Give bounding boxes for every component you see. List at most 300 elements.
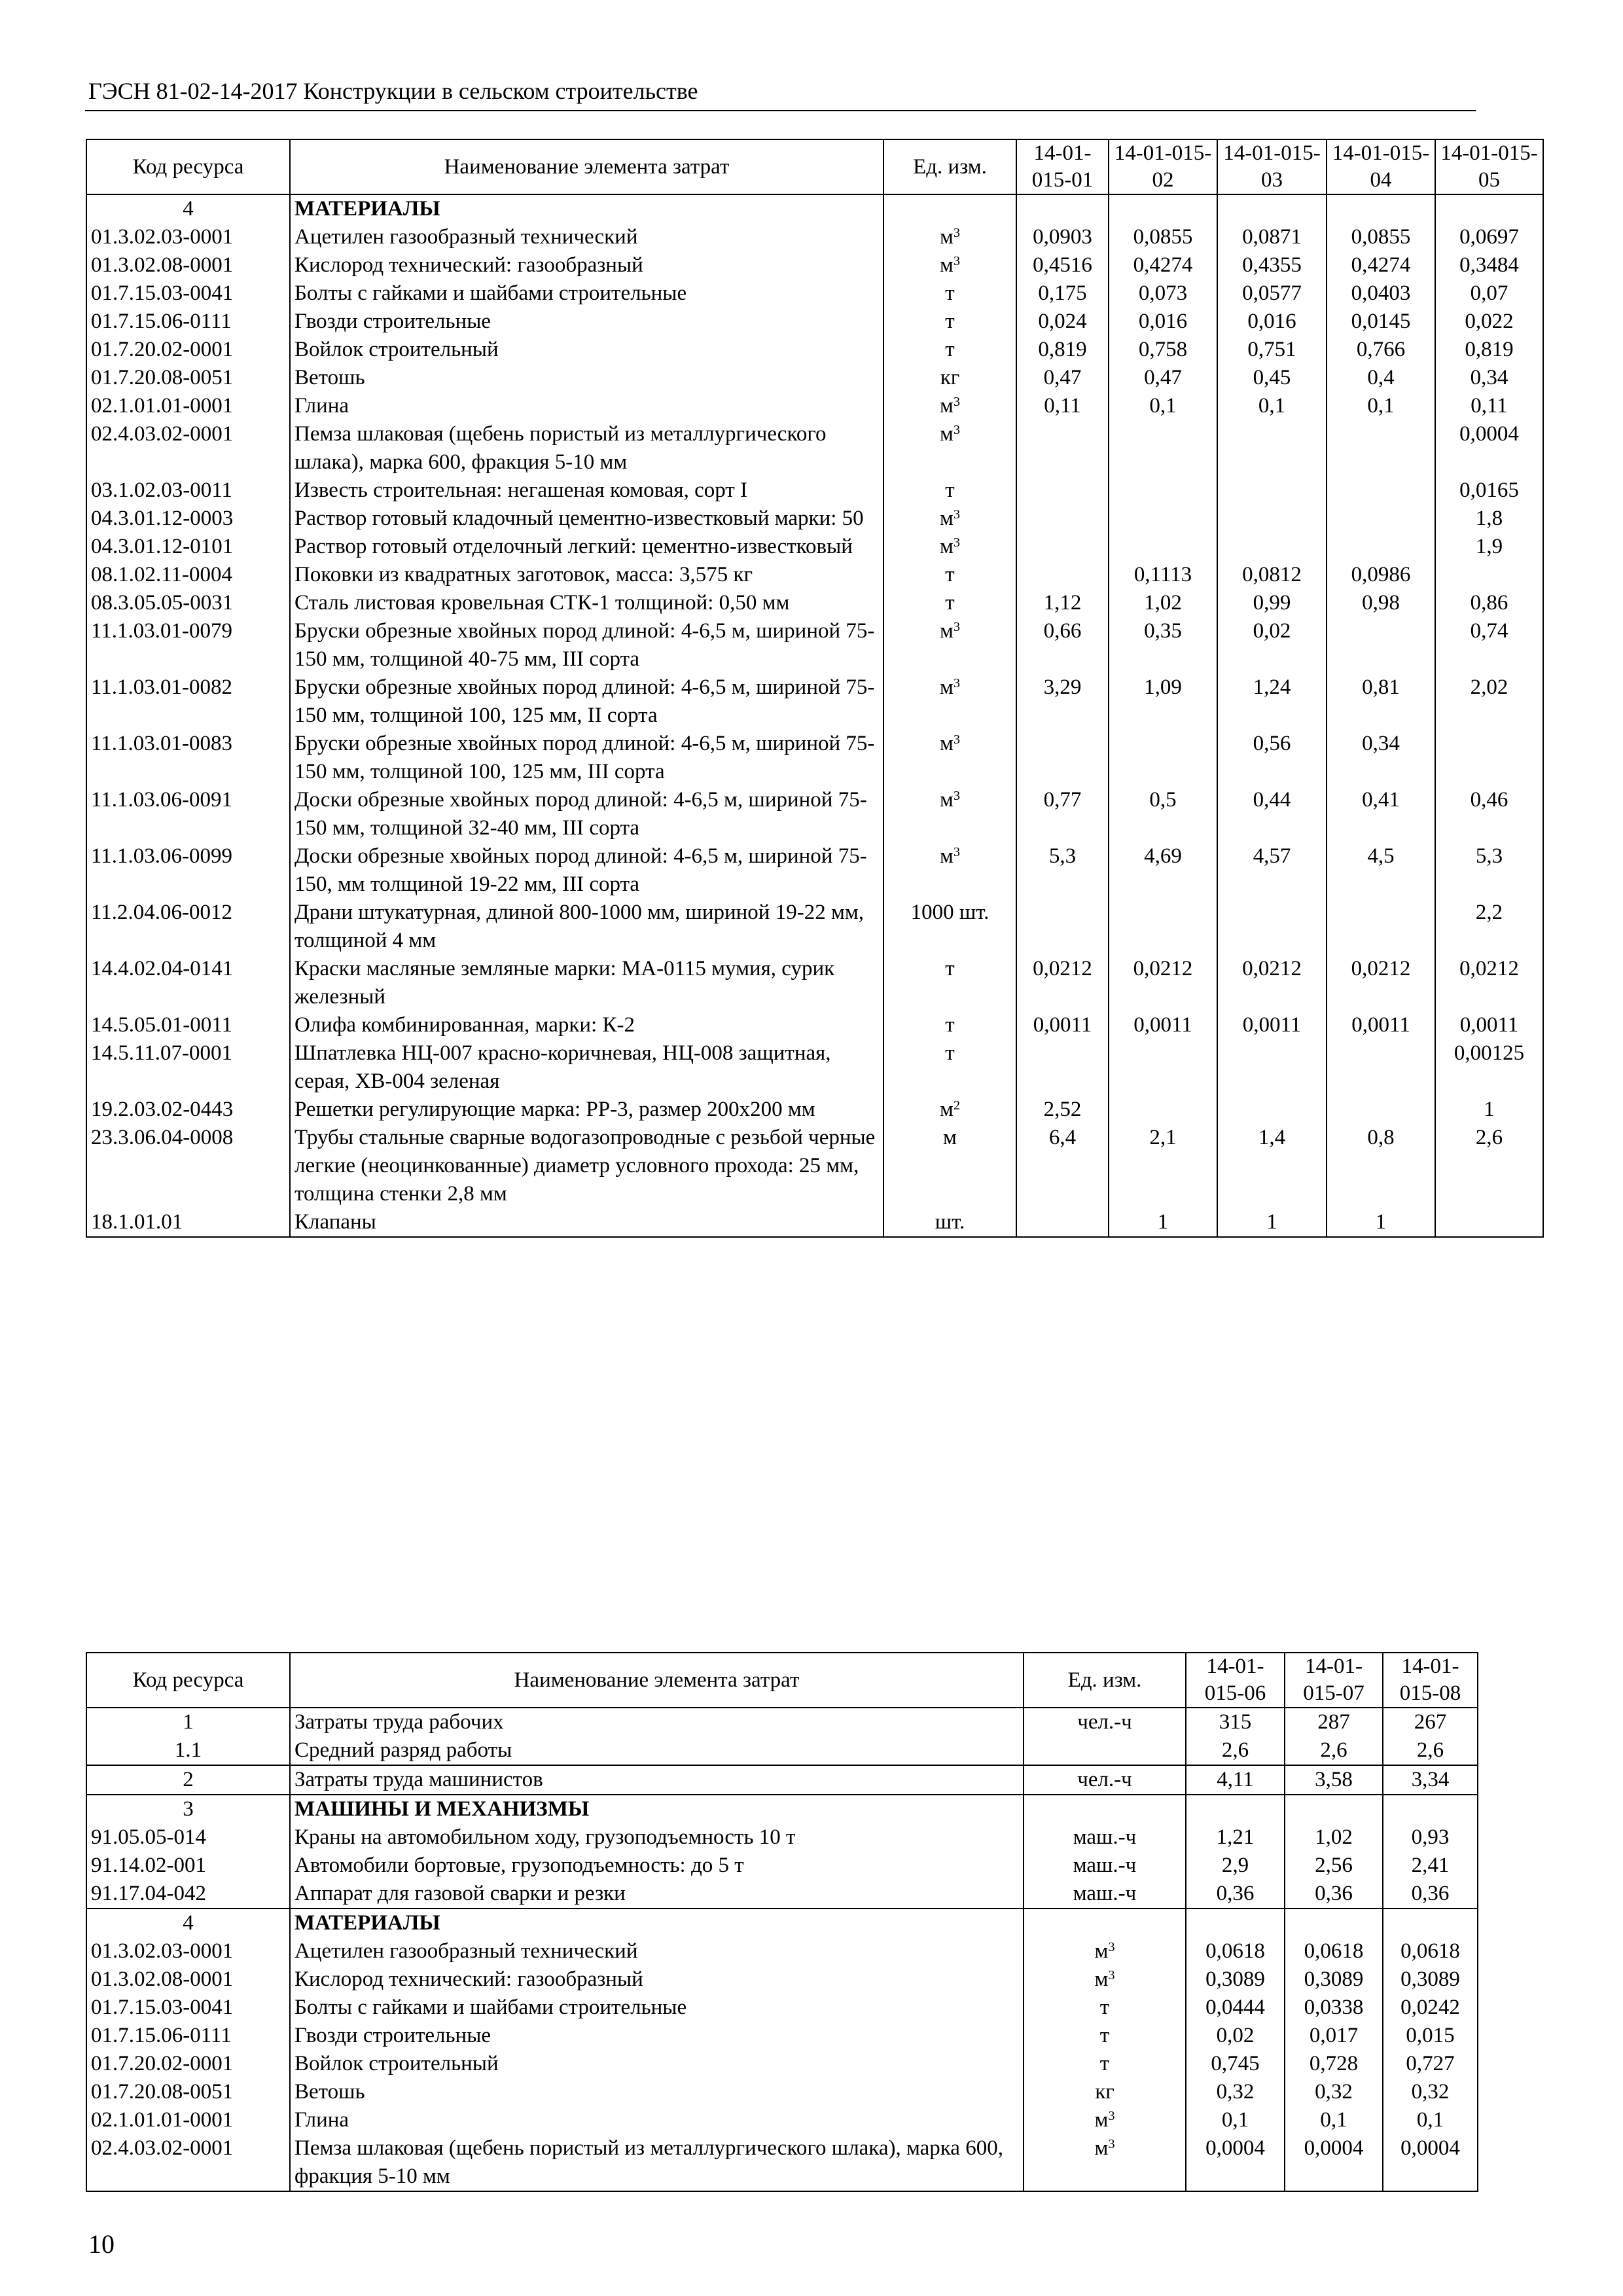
table-row: [86, 1765, 1478, 1795]
resource-value: [1109, 1096, 1217, 1124]
resource-value: 1,24: [1217, 673, 1327, 730]
resource-value: [1016, 505, 1109, 533]
resource-value: 0,0004: [1435, 420, 1543, 476]
table-row: [86, 1852, 1478, 1880]
resource-value: [1217, 194, 1327, 223]
resource-name: Раствор готовый отделочный легкий: цементно-известковый: [290, 533, 883, 561]
table-row: [86, 617, 1543, 673]
resource-unit: т: [883, 561, 1016, 589]
resource-value: 0,0212: [1109, 955, 1217, 1011]
table-header-row: [86, 1653, 1478, 1708]
resource-value: 0,1: [1285, 2106, 1383, 2134]
resource-code: 18.1.01.01: [86, 1208, 290, 1237]
resource-name: Средний разряд работы: [290, 1736, 1024, 1765]
resource-value: 0,3089: [1383, 1965, 1478, 1994]
resource-value: [1109, 533, 1217, 561]
resource-value: [1217, 476, 1327, 505]
page-header: ГЭСН 81-02-14-2017 Конструкции в сельском строительстве: [88, 78, 698, 104]
resource-value: 0,1: [1217, 392, 1327, 420]
table-row: [86, 1124, 1543, 1208]
resource-name: МАТЕРИАЛЫ: [290, 194, 883, 223]
table-row: [86, 589, 1543, 617]
header-col-3: 14-01-015-03: [1217, 139, 1327, 194]
resource-value: [1109, 730, 1217, 786]
resource-value: 2,6: [1285, 1736, 1383, 1765]
resource-value: 0,0403: [1327, 279, 1435, 308]
resource-value: 0,11: [1435, 392, 1543, 420]
resource-value: 315: [1186, 1708, 1285, 1736]
resource-unit: кг: [1024, 2078, 1186, 2106]
resource-name: Затраты труда рабочих: [290, 1708, 1024, 1736]
resource-value: [1016, 1039, 1109, 1096]
resource-name: Пемза шлаковая (щебень пористый из металлургического шлака), марка 600, фракция 5-10 мм: [290, 420, 883, 476]
resource-value: 0,0855: [1109, 223, 1217, 251]
resource-name: Сталь листовая кровельная СТК-1 толщиной: 0,50 мм: [290, 589, 883, 617]
resource-value: 0,745: [1186, 2050, 1285, 2078]
resource-value: 0,727: [1383, 2050, 1478, 2078]
header-col-7: 14-01-015-07: [1285, 1653, 1383, 1708]
resource-value: 0,0011: [1327, 1011, 1435, 1039]
resource-unit: $м^3$: [883, 730, 1016, 786]
resource-value: 2,6: [1383, 1736, 1478, 1765]
table-row: [86, 1096, 1543, 1124]
resource-unit: чел.-ч: [1024, 1708, 1186, 1736]
resource-value: 1,02: [1285, 1823, 1383, 1852]
resource-value: [1327, 533, 1435, 561]
resource-unit: маш.-ч: [1024, 1880, 1186, 1909]
resource-code: 4: [86, 1909, 290, 1937]
table-row: [86, 533, 1543, 561]
resource-unit: т: [883, 336, 1016, 364]
resource-value: 2,52: [1016, 1096, 1109, 1124]
resource-value: [1109, 899, 1217, 955]
resource-unit: маш.-ч: [1024, 1852, 1186, 1880]
resource-value: 0,4: [1327, 364, 1435, 392]
resource-unit: [1024, 1909, 1186, 1937]
resource-unit: $м^3$: [883, 786, 1016, 842]
resource-code: 19.2.03.02-0443: [86, 1096, 290, 1124]
resource-name: Трубы стальные сварные водогазопроводные с резьбой черные легкие (неоцинкованные) диаметр условного прохода: 25 мм, толщина стенки 2,8 мм: [290, 1124, 883, 1208]
resource-value: 0,0338: [1285, 1994, 1383, 2022]
resource-unit: шт.: [883, 1208, 1016, 1237]
resource-value: 0,0011: [1435, 1011, 1543, 1039]
resource-value: 0,0212: [1217, 955, 1327, 1011]
resource-code: 01.3.02.03-0001: [86, 223, 290, 251]
resource-name: Гвозди строительные: [290, 2022, 1024, 2050]
resource-value: 0,073: [1109, 279, 1217, 308]
resource-value: 0,45: [1217, 364, 1327, 392]
resource-name: Кислород технический: газообразный: [290, 251, 883, 279]
resource-unit: 1000 шт.: [883, 899, 1016, 955]
resource-value: [1327, 1096, 1435, 1124]
resource-value: 0,00125: [1435, 1039, 1543, 1096]
resource-value: 0,36: [1285, 1880, 1383, 1909]
resource-code: 02.4.03.02-0001: [86, 2134, 290, 2191]
resource-value: 0,0212: [1016, 955, 1109, 1011]
header-col-4: 14-01-015-04: [1327, 139, 1435, 194]
resource-value: 0,175: [1016, 279, 1109, 308]
resource-value: 4,57: [1217, 842, 1327, 899]
resource-value: 0,81: [1327, 673, 1435, 730]
resource-unit: $м^3$: [883, 223, 1016, 251]
resource-value: 0,02: [1217, 617, 1327, 673]
resource-value: [1217, 420, 1327, 476]
resource-value: 0,98: [1327, 589, 1435, 617]
resource-code: 01.7.20.02-0001: [86, 2050, 290, 2078]
resource-value: 2,6: [1186, 1736, 1285, 1765]
resource-unit: [1024, 1736, 1186, 1765]
header-code: Код ресурса: [86, 139, 290, 194]
resource-value: 0,93: [1383, 1823, 1478, 1852]
resource-value: 0,728: [1285, 2050, 1383, 2078]
resource-unit: т: [883, 955, 1016, 1011]
resource-unit: т: [883, 476, 1016, 505]
resource-code: 4: [86, 194, 290, 223]
resource-unit: $м^3$: [883, 420, 1016, 476]
resource-unit: $м^3$: [1024, 1965, 1186, 1994]
resource-code: 11.1.03.01-0082: [86, 673, 290, 730]
resource-value: 2,02: [1435, 673, 1543, 730]
resource-value: [1016, 533, 1109, 561]
resource-value: [1109, 420, 1217, 476]
resource-code: 11.1.03.06-0091: [86, 786, 290, 842]
resource-value: 0,47: [1016, 364, 1109, 392]
table-row: [86, 1823, 1478, 1852]
resource-unit: $м^3$: [883, 842, 1016, 899]
resource-value: [1327, 1039, 1435, 1096]
table-row: [86, 1011, 1543, 1039]
resource-value: 2,1: [1109, 1124, 1217, 1208]
resource-name: Краны на автомобильном ходу, грузоподъемность 10 т: [290, 1823, 1024, 1852]
resource-value: 1: [1217, 1208, 1327, 1237]
resource-value: 0,0697: [1435, 223, 1543, 251]
header-col-6: 14-01-015-06: [1186, 1653, 1285, 1708]
resource-name: Решетки регулирующие марка: РР-3, размер 200х200 мм: [290, 1096, 883, 1124]
resource-value: 0,86: [1435, 589, 1543, 617]
resource-name: Бруски обрезные хвойных пород длиной: 4-6,5 м, шириной 75-150 мм, толщиной 40-75 мм, III сорта: [290, 617, 883, 673]
resource-value: [1016, 194, 1109, 223]
resource-value: 0,4516: [1016, 251, 1109, 279]
resource-unit: $м^3$: [883, 505, 1016, 533]
resource-code: 08.1.02.11-0004: [86, 561, 290, 589]
table-row: [86, 673, 1543, 730]
table-row: [86, 1994, 1478, 2022]
resource-value: 0,1: [1383, 2106, 1478, 2134]
resource-value: [1217, 1039, 1327, 1096]
resource-value: 5,3: [1435, 842, 1543, 899]
resource-code: 01.7.15.06-0111: [86, 2022, 290, 2050]
resource-unit: [883, 194, 1016, 223]
table-row: [86, 223, 1543, 251]
resource-value: [1016, 420, 1109, 476]
resource-value: 0,56: [1217, 730, 1327, 786]
resource-value: [1435, 194, 1543, 223]
resource-value: 0,022: [1435, 308, 1543, 336]
table-row: [86, 730, 1543, 786]
resource-code: 08.3.05.05-0031: [86, 589, 290, 617]
resource-name: Болты с гайками и шайбами строительные: [290, 1994, 1024, 2022]
resource-name: Ацетилен газообразный технический: [290, 223, 883, 251]
resource-value: 1,12: [1016, 589, 1109, 617]
resource-value: 1: [1109, 1208, 1217, 1237]
resource-value: 0,0242: [1383, 1994, 1478, 2022]
resource-value: [1285, 1795, 1383, 1823]
table-row: [86, 1708, 1478, 1736]
resource-code: 01.7.20.08-0051: [86, 2078, 290, 2106]
resource-code: 02.1.01.01-0001: [86, 2106, 290, 2134]
resource-value: 0,1: [1327, 392, 1435, 420]
table-row: [86, 842, 1543, 899]
resource-code: 91.17.04-042: [86, 1880, 290, 1909]
resource-name: Затраты труда машинистов: [290, 1765, 1024, 1795]
resource-table-2: [86, 1652, 1478, 2192]
resource-code: 2: [86, 1765, 290, 1795]
resource-value: 0,819: [1016, 336, 1109, 364]
resource-value: 0,5: [1109, 786, 1217, 842]
resource-name: Краски масляные земляные марки: МА-0115 мумия, сурик железный: [290, 955, 883, 1011]
resource-value: 0,46: [1435, 786, 1543, 842]
resource-unit: $м^3$: [883, 392, 1016, 420]
header-rule: [85, 110, 1476, 111]
resource-value: 0,0011: [1109, 1011, 1217, 1039]
resource-value: 4,5: [1327, 842, 1435, 899]
resource-unit: кг: [883, 364, 1016, 392]
header-code: Код ресурса: [86, 1653, 290, 1708]
resource-value: 0,44: [1217, 786, 1327, 842]
resource-unit: м: [883, 1124, 1016, 1208]
resource-unit: т: [883, 589, 1016, 617]
table-row: [86, 1965, 1478, 1994]
resource-value: 2,9: [1186, 1852, 1285, 1880]
header-unit: Ед. изм.: [1024, 1653, 1186, 1708]
resource-value: [1327, 505, 1435, 533]
resource-code: 11.1.03.06-0099: [86, 842, 290, 899]
table-header-row: [86, 139, 1543, 194]
header-col-5: 14-01-015-05: [1435, 139, 1543, 194]
table-row: [86, 1208, 1543, 1237]
resource-value: [1435, 1208, 1543, 1237]
resource-unit: т: [883, 1039, 1016, 1096]
resource-value: 1,4: [1217, 1124, 1327, 1208]
resource-value: 0,751: [1217, 336, 1327, 364]
resource-unit: $м^3$: [1024, 2134, 1186, 2191]
resource-name: Болты с гайками и шайбами строительные: [290, 279, 883, 308]
resource-value: 3,34: [1383, 1765, 1478, 1795]
resource-value: 5,3: [1016, 842, 1109, 899]
resource-value: 0,0618: [1186, 1937, 1285, 1965]
resource-name: Ацетилен газообразный технический: [290, 1937, 1024, 1965]
resource-value: 0,99: [1217, 589, 1327, 617]
resource-value: 0,35: [1109, 617, 1217, 673]
resource-code: 14.4.02.04-0141: [86, 955, 290, 1011]
resource-code: 11.2.04.06-0012: [86, 899, 290, 955]
resource-value: 2,56: [1285, 1852, 1383, 1880]
resource-value: [1435, 730, 1543, 786]
resource-unit: т: [883, 308, 1016, 336]
resource-value: 0,32: [1383, 2078, 1478, 2106]
table-row: [86, 505, 1543, 533]
resource-value: 0,3089: [1285, 1965, 1383, 1994]
resource-value: 0,0004: [1186, 2134, 1285, 2191]
resource-name: Аппарат для газовой сварки и резки: [290, 1880, 1024, 1909]
resource-code: 1: [86, 1708, 290, 1736]
header-unit: Ед. изм.: [883, 139, 1016, 194]
resource-value: [1109, 1039, 1217, 1096]
resource-value: [1109, 476, 1217, 505]
resource-name: МАТЕРИАЛЫ: [290, 1909, 1024, 1937]
resource-value: 0,0577: [1217, 279, 1327, 308]
resource-value: 0,017: [1285, 2022, 1383, 2050]
resource-code: 1.1: [86, 1736, 290, 1765]
resource-name: Глина: [290, 2106, 1024, 2134]
resource-value: 0,3484: [1435, 251, 1543, 279]
resource-value: 0,36: [1186, 1880, 1285, 1909]
resource-code: 23.3.06.04-0008: [86, 1124, 290, 1208]
resource-unit: т: [883, 279, 1016, 308]
resource-value: 0,0212: [1435, 955, 1543, 1011]
resource-value: [1327, 420, 1435, 476]
resource-code: 01.7.15.03-0041: [86, 279, 290, 308]
resource-value: 0,024: [1016, 308, 1109, 336]
resource-code: 01.7.15.06-0111: [86, 308, 290, 336]
resource-unit: т: [1024, 2022, 1186, 2050]
table-row: [86, 420, 1543, 476]
table-row: [86, 955, 1543, 1011]
table-row: [86, 899, 1543, 955]
resource-name: Глина: [290, 392, 883, 420]
table-row: [86, 2106, 1478, 2134]
resource-code: 91.14.02-001: [86, 1852, 290, 1880]
resource-value: [1186, 1909, 1285, 1937]
resource-value: [1217, 899, 1327, 955]
resource-value: 287: [1285, 1708, 1383, 1736]
resource-value: [1016, 899, 1109, 955]
resource-name: Кислород технический: газообразный: [290, 1965, 1024, 1994]
table-row: [86, 1937, 1478, 1965]
resource-name: Ветошь: [290, 364, 883, 392]
resource-value: 0,766: [1327, 336, 1435, 364]
table-row: [86, 1795, 1478, 1823]
table-row: [86, 2050, 1478, 2078]
resource-value: [1186, 1795, 1285, 1823]
table-row: [86, 194, 1543, 223]
resource-value: 0,1: [1109, 392, 1217, 420]
resource-unit: т: [1024, 2050, 1186, 2078]
resource-code: 02.1.01.01-0001: [86, 392, 290, 420]
resource-value: 1,9: [1435, 533, 1543, 561]
resource-value: 1: [1435, 1096, 1543, 1124]
resource-unit: $м^3$: [883, 533, 1016, 561]
resource-value: 0,66: [1016, 617, 1109, 673]
resource-unit: т: [883, 1011, 1016, 1039]
resource-code: 01.7.20.02-0001: [86, 336, 290, 364]
resource-unit: чел.-ч: [1024, 1765, 1186, 1795]
header-name: Наименование элемента затрат: [290, 139, 883, 194]
resource-value: 0,34: [1435, 364, 1543, 392]
table-body-2: [86, 1708, 1478, 2191]
resource-value: 0,41: [1327, 786, 1435, 842]
resource-value: 0,11: [1016, 392, 1109, 420]
resource-code: 11.1.03.01-0083: [86, 730, 290, 786]
resource-value: [1383, 1795, 1478, 1823]
resource-name: Гвозди строительные: [290, 308, 883, 336]
resource-value: 0,36: [1383, 1880, 1478, 1909]
resource-code: 01.7.20.08-0051: [86, 364, 290, 392]
resource-value: 0,1113: [1109, 561, 1217, 589]
resource-name: Войлок строительный: [290, 2050, 1024, 2078]
resource-value: 2,41: [1383, 1852, 1478, 1880]
resource-name: Ветошь: [290, 2078, 1024, 2106]
resource-value: 0,0212: [1327, 955, 1435, 1011]
resource-value: 0,02: [1186, 2022, 1285, 2050]
resource-value: 2,6: [1435, 1124, 1543, 1208]
resource-value: [1016, 1208, 1109, 1237]
resource-name: Драни штукатурная, длиной 800-1000 мм, шириной 19-22 мм, толщиной 4 мм: [290, 899, 883, 955]
resource-name: Шпатлевка НЦ-007 красно-коричневая, НЦ-008 защитная, серая, ХВ-004 зеленая: [290, 1039, 883, 1096]
resource-value: 0,32: [1186, 2078, 1285, 2106]
resource-code: 14.5.05.01-0011: [86, 1011, 290, 1039]
resource-table-1: [86, 139, 1544, 1238]
table-row: [86, 336, 1543, 364]
resource-name: Раствор готовый кладочный цементно-известковый марки: 50: [290, 505, 883, 533]
resource-unit: $м^2$: [883, 1096, 1016, 1124]
header-col-1: 14-01-015-01: [1016, 139, 1109, 194]
resource-value: [1327, 476, 1435, 505]
resource-code: 3: [86, 1795, 290, 1823]
resource-value: 0,0004: [1383, 2134, 1478, 2191]
resource-value: 0,819: [1435, 336, 1543, 364]
resource-code: 91.05.05-014: [86, 1823, 290, 1852]
table-body-1: [86, 194, 1543, 1237]
resource-value: [1109, 194, 1217, 223]
resource-value: 0,4274: [1327, 251, 1435, 279]
resource-unit: $м^3$: [1024, 2106, 1186, 2134]
table-row: [86, 2078, 1478, 2106]
table-row: [86, 251, 1543, 279]
resource-name: Бруски обрезные хвойных пород длиной: 4-6,5 м, шириной 75-150 мм, толщиной 100, 125 мм, III сорта: [290, 730, 883, 786]
resource-value: 0,0618: [1383, 1937, 1478, 1965]
resource-value: [1217, 1096, 1327, 1124]
resource-value: 6,4: [1016, 1124, 1109, 1208]
page-number: 10: [88, 2229, 115, 2259]
resource-value: [1327, 617, 1435, 673]
resource-value: [1217, 533, 1327, 561]
resource-value: 0,0903: [1016, 223, 1109, 251]
table-row: [86, 561, 1543, 589]
resource-value: 4,11: [1186, 1765, 1285, 1795]
resource-value: 0,4274: [1109, 251, 1217, 279]
table-row: [86, 1880, 1478, 1909]
resource-value: 0,0004: [1285, 2134, 1383, 2191]
resource-value: 0,0618: [1285, 1937, 1383, 1965]
resource-code: 04.3.01.12-0101: [86, 533, 290, 561]
resource-unit: $м^3$: [883, 673, 1016, 730]
resource-name: Пемза шлаковая (щебень пористый из металлургического шлака), марка 600, фракция 5-10 мм: [290, 2134, 1024, 2191]
resource-value: [1327, 194, 1435, 223]
table-row: [86, 2022, 1478, 2050]
resource-value: 0,4355: [1217, 251, 1327, 279]
resource-value: 0,0871: [1217, 223, 1327, 251]
resource-value: 0,74: [1435, 617, 1543, 673]
resource-value: 0,34: [1327, 730, 1435, 786]
resource-value: 1,8: [1435, 505, 1543, 533]
resource-code: 01.3.02.03-0001: [86, 1937, 290, 1965]
resource-value: 0,0011: [1016, 1011, 1109, 1039]
resource-value: 0,32: [1285, 2078, 1383, 2106]
resource-value: 1,09: [1109, 673, 1217, 730]
resource-code: 04.3.01.12-0003: [86, 505, 290, 533]
resource-value: 1,02: [1109, 589, 1217, 617]
